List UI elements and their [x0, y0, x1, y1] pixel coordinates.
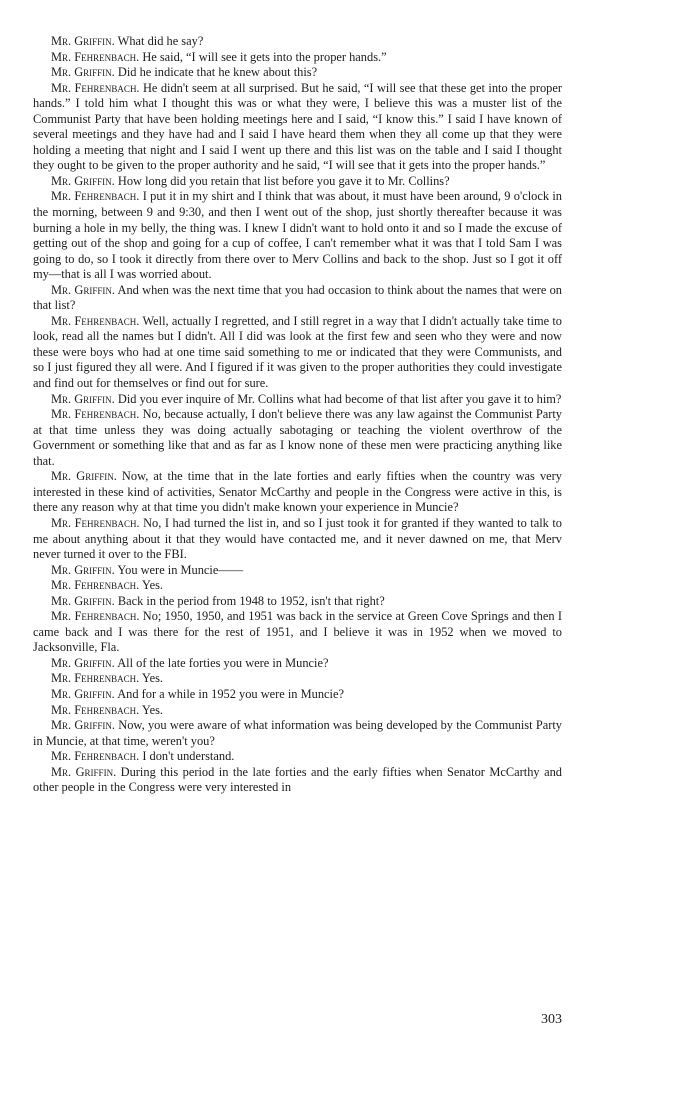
speech-text: Did he indicate that he knew about this? [114, 65, 318, 80]
page-number: 303 [541, 1012, 562, 1027]
speech-text: No; 1950, 1950, and 1951 was back in the service at Green Cove Springs and then I came back and I was there for the rest of 1951, and I believe it was in 1952 when we moved to Jacksonville, Fla. [33, 609, 562, 655]
speaker-name: Mr. Griffin. [51, 718, 115, 733]
speech-text: All of the late forties you were in Muncie? [114, 655, 329, 670]
transcript-page [33, 34, 562, 796]
speaker-name: Mr. Griffin. [51, 686, 115, 701]
speaker-name: Mr. Griffin. [51, 34, 115, 48]
speaker-name: Mr. Griffin. [51, 764, 117, 779]
speaker-name: Mr. Fehrenbach. [51, 515, 140, 530]
testimony-paragraph [33, 609, 562, 656]
testimony-paragraph [33, 174, 562, 190]
speaker-name: Mr. Fehrenbach. [51, 313, 140, 328]
speaker-name: Mr. Fehrenbach. [51, 189, 140, 204]
testimony-paragraph [33, 34, 562, 50]
speaker-name: Mr. Griffin. [51, 65, 115, 80]
testimony-paragraph [33, 687, 562, 703]
testimony-paragraph [33, 516, 562, 563]
testimony-paragraph [33, 314, 562, 392]
speech-text: What did he say? [114, 34, 204, 48]
speech-text: Now, you were aware of what information was being developed by the Communist Party in Muncie, at that time, weren't you? [33, 718, 562, 748]
speech-text: He said, “I will see it gets into the proper hands.” [139, 49, 387, 64]
speaker-name: Mr. Griffin. [51, 593, 115, 608]
speech-text: I don't understand. [139, 749, 235, 764]
speaker-name: Mr. Fehrenbach. [51, 407, 140, 422]
speech-text: Well, actually I regretted, and I still regret in a way that I didn't actually take time to look, read all the names but I didn't. All I did was look at the first few and seen who they were and now these were boys who had at one time said something to me or indicated that they were Communists, and so I just figured they all were. And I figured if it was given to the proper authorities they could investigate and find out for themselves or find out for sure. [33, 313, 562, 391]
testimony-paragraph [33, 189, 562, 282]
testimony-paragraph [33, 65, 562, 81]
speaker-name: Mr. Griffin. [51, 655, 115, 670]
speech-text: Yes. [139, 671, 163, 686]
speech-text: Yes. [139, 702, 163, 717]
speaker-name: Mr. Fehrenbach. [51, 49, 140, 64]
transcript-body [33, 34, 562, 796]
speaker-name: Mr. Fehrenbach. [51, 609, 140, 624]
testimony-paragraph [33, 283, 562, 314]
testimony-paragraph [33, 703, 562, 719]
speech-text: Yes. [139, 578, 163, 593]
speech-text: Now, at the time that in the late forties and early fifties when the country was very interested in these kind of activities, Senator McCarthy and people in the Congress were active in this, is there any reason why at that time you didn't make known your experience in Muncie? [33, 469, 562, 515]
speaker-name: Mr. Griffin. [51, 391, 115, 406]
speech-text: I put it in my shirt and I think that was about, it must have been around, 9 o'clock in the morning, between 9 and 9:30, and then I went out of the shop, just shortly thereafter because it was burning a hole in my belly, the thing was. I knew I didn't want to hold onto it and so I made the excuse of getting out of the shop and going for a cup of coffee, I can't remember what it was that I told Sam I was going to do, so I took it directly from there over to Merv Collins and back to the shop. Just so I got it off my—that is all I was worried about. [33, 189, 562, 282]
testimony-paragraph [33, 392, 562, 408]
testimony-paragraph [33, 749, 562, 765]
speaker-name: Mr. Griffin. [51, 282, 115, 297]
speech-text: You were in Muncie—— [114, 562, 244, 577]
testimony-paragraph [33, 656, 562, 672]
speech-text: Did you ever inquire of Mr. Collins what had become of that list after you gave it to him? [114, 391, 562, 406]
speech-text: No, I had turned the list in, and so I just took it for granted if they wanted to talk to me about anything about it that they would have contacted me, and it never dawned on me, that Merv never turned it over to the FBI. [33, 515, 562, 562]
speaker-name: Mr. Fehrenbach. [51, 702, 140, 717]
speech-text: No, because actually, I don't believe there was any law against the Communist Party at that time unless they was doing actually sabotaging or teaching the violent overthrow of the Government or something like that and as far as I know none of these men were practicing anything like that. [33, 407, 562, 468]
speech-text: How long did you retain that list before you gave it to Mr. Collins? [114, 173, 450, 188]
speaker-name: Mr. Fehrenbach. [51, 671, 140, 686]
speech-text: Back in the period from 1948 to 1952, isn't that right? [114, 593, 385, 608]
speaker-name: Mr. Fehrenbach. [51, 80, 140, 95]
testimony-paragraph [33, 578, 562, 594]
testimony-paragraph [33, 81, 562, 174]
speaker-name: Mr. Griffin. [51, 173, 115, 188]
speech-text: During this period in the late forties and the early fifties when Senator McCarthy and other people in the Congress were very interested in [33, 764, 562, 795]
speaker-name: Mr. Griffin. [51, 469, 117, 484]
speech-text: And for a while in 1952 you were in Muncie? [114, 686, 344, 701]
testimony-paragraph [33, 407, 562, 469]
testimony-paragraph [33, 469, 562, 516]
testimony-paragraph [33, 50, 562, 66]
testimony-paragraph [33, 718, 562, 749]
testimony-paragraph [33, 563, 562, 579]
speaker-name: Mr. Fehrenbach. [51, 578, 140, 593]
speech-text: And when was the next time that you had occasion to think about the names that were on that list? [33, 282, 562, 313]
testimony-paragraph [33, 594, 562, 610]
speaker-name: Mr. Griffin. [51, 562, 115, 577]
speech-text: He didn't seem at all surprised. But he said, “I will see that these get into the proper hands.” I told him what I thought this was or what they were, I believe this was a muster list of the Communist Party that have been holding meetings here and I said, “I know this.” I said I have known of several meetings and they have had and I said I have heard them when they all come up that they were holding a meeting that night and I said I went up there and this list was on the table and I said I thought they ought to be given to the proper authority and he said, “I will see that it gets into the proper hands.” [33, 80, 562, 173]
speaker-name: Mr. Fehrenbach. [51, 749, 140, 764]
testimony-paragraph [33, 671, 562, 687]
testimony-paragraph [33, 765, 562, 796]
